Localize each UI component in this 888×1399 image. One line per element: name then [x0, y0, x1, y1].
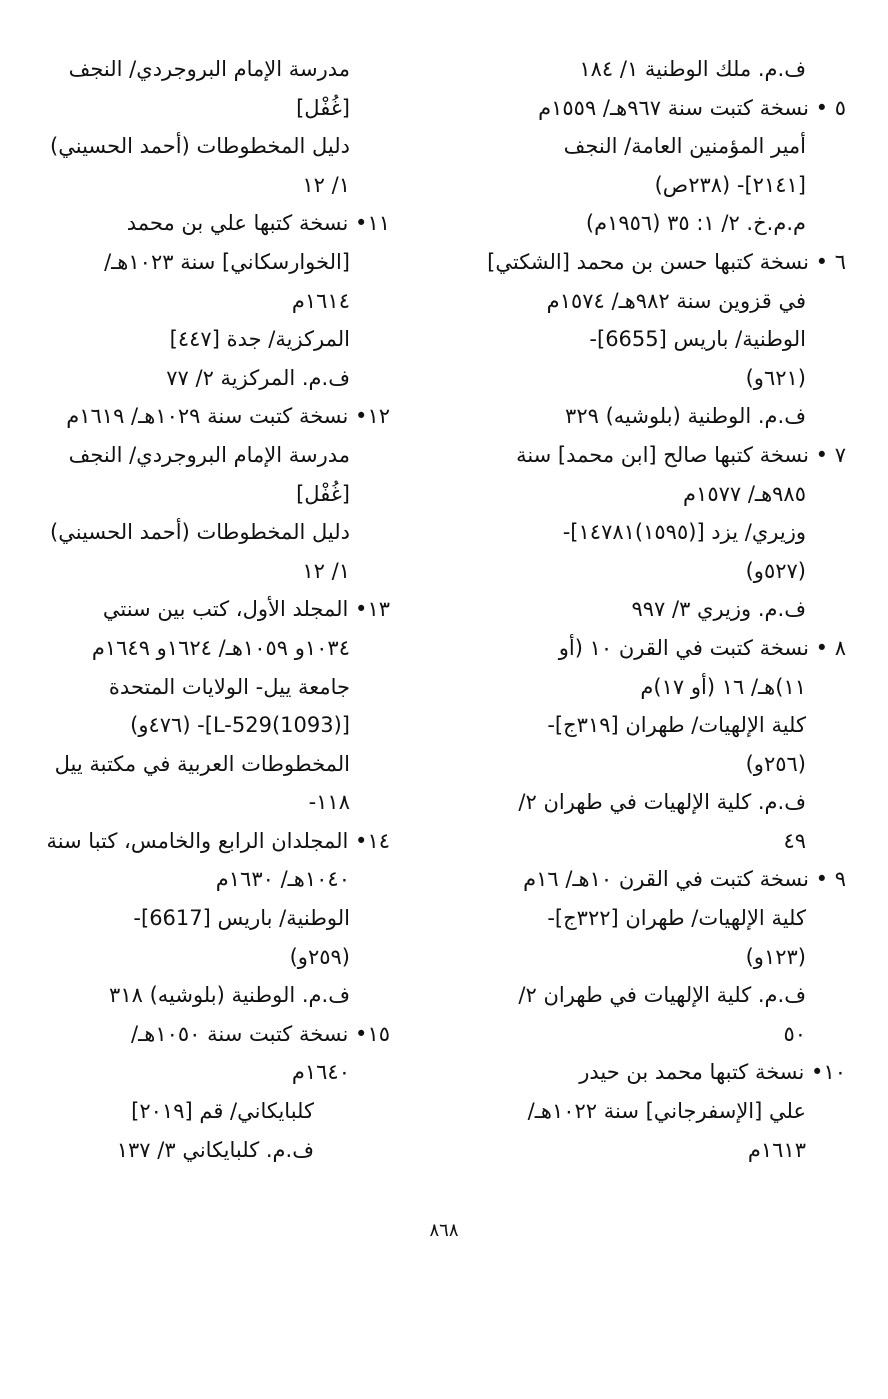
entry-line: ف.م. كلية الإلهيات في طهران ٢/: [518, 983, 806, 1008]
entry-line: ١١٨-: [308, 790, 350, 815]
entry-line: ف.م. وزيري ٣/ ٩٩٧: [631, 597, 806, 622]
entry-line: ف.م. المركزية ٢/ ٧٧: [166, 365, 350, 390]
entry-line: [غُفْل]: [296, 481, 350, 506]
entry-line: المركزية/ جدة [٤٤٧]: [169, 327, 350, 352]
entry-line: دليل المخطوطات (أحمد الحسيني): [50, 134, 350, 159]
entry-line: ١/ ١٢: [302, 558, 350, 583]
entry-line: م.م.خ. ٢/ ١: ٣٥ (١٩٥٦م): [585, 211, 806, 236]
entry-line: (١٢٣و): [745, 944, 806, 969]
right-column: [468, 50, 846, 1169]
entry-heading-line: ٥ • نسخة كتبت سنة ٩٦٧هـ/ ١٥٥٩م: [538, 95, 846, 120]
left-column: [44, 50, 390, 1169]
entry-line: (٥٢٧و): [745, 558, 806, 583]
entry-heading-line: ١٤• المجلدان الرابع والخامس، كتبا سنة: [46, 828, 390, 853]
entry-line: أمير المؤمنين العامة/ النجف: [563, 134, 806, 159]
entry-line: [٢١٤١]- (٢٣٨ص): [654, 172, 806, 197]
entry-line: مدرسة الإمام البروجردي/ النجف: [68, 57, 350, 81]
entry-heading-line: ٧ • نسخة كتبها صالح [ابن محمد] سنة: [516, 442, 846, 467]
entry-line: في قزوين سنة ٩٨٢هـ/ ١٥٧٤م: [546, 288, 806, 313]
entry-heading-line: ٨ • نسخة كتبت في القرن ١٠ (أو: [558, 635, 846, 660]
entry-line: علي [الإسفرجاني] سنة ١٠٢٢هـ/: [527, 1099, 806, 1124]
entry-line: (٢٥٦و): [745, 751, 806, 776]
entry-line: ف.م. ملك الوطنية ١/ ١٨٤: [579, 57, 806, 81]
entry-line: مدرسة الإمام البروجردي/ النجف: [68, 442, 350, 467]
entry-line: وزيري/ يزد [(١٥٩٥)١٤٧٨١]-: [562, 520, 806, 545]
entry-heading-line: ١٠• نسخة كتبها محمد بن حيدر: [579, 1060, 846, 1085]
entry-line: الوطنية/ باريس [6617]-: [133, 906, 350, 931]
entry-heading-line: ١٢• نسخة كتبت سنة ١٠٢٩هـ/ ١٦١٩م: [66, 404, 390, 429]
entry-line: ف.م. الوطنية (بلوشيه) ٣٢٩: [565, 404, 806, 429]
entry-line: كلبايكاني/ قم [٢٠١٩]: [131, 1099, 314, 1124]
entry-line: (٦٢١و): [745, 365, 806, 390]
entry-line: ف.م. كلبايكاني ٣/ ١٣٧: [116, 1137, 314, 1162]
entry-line: ٤٩: [783, 828, 806, 853]
entry-line: ف.م. كلية الإلهيات في طهران ٢/: [518, 790, 806, 815]
entry-line: جامعة ييل- الولايات المتحدة: [108, 674, 350, 699]
entry-heading-line: ٦ • نسخة كتبها حسن بن محمد [الشكتي]: [487, 249, 846, 274]
entry-heading-line: ١٣• المجلد الأول، كتب بين سنتي: [102, 597, 390, 622]
entry-line: [(1093)L-529]- (٤٧٦و): [130, 713, 350, 738]
entry-line: ٥٠: [783, 1021, 806, 1046]
entry-line: ١٦١٤م: [291, 288, 350, 313]
entry-line: ٩٨٥هـ/ ١٥٧٧م: [683, 481, 806, 506]
entry-heading-line: ١١• نسخة كتبها علي بن محمد: [126, 211, 390, 236]
entry-line: (٢٥٩و): [289, 944, 350, 969]
entry-line: كلية الإلهيات/ طهران [٣٢٢ج]-: [547, 906, 806, 931]
entry-line: كلية الإلهيات/ طهران [٣١٩ج]-: [547, 713, 806, 738]
entry-line: ١/ ١٢: [302, 172, 350, 197]
entry-heading-line: ٩ • نسخة كتبت في القرن ١٠هـ/ ١٦م: [523, 867, 846, 892]
entry-line: ١٦١٣م: [747, 1137, 806, 1162]
entry-line: [غُفْل]: [296, 95, 350, 120]
entry-line: المخطوطات العربية في مكتبة ييل: [54, 751, 350, 776]
entry-line: ١٠٤٠هـ/ ١٦٣٠م: [215, 867, 350, 892]
entry-line: ١٦٤٠م: [291, 1060, 350, 1085]
entry-line: ١٠٣٤و ١٠٥٩هـ/ ١٦٢٤و ١٦٤٩م: [91, 635, 350, 660]
entry-line: ١١)هـ/ ١٦ (أو ١٧)م: [640, 674, 806, 699]
entry-heading-line: ١٥• نسخة كتبت سنة ١٠٥٠هـ/: [131, 1021, 390, 1046]
page-number: ٨٦٨: [429, 1220, 459, 1241]
entry-line: [الخوارسكاني] سنة ١٠٢٣هـ/: [104, 249, 350, 274]
entry-line: الوطنية/ باريس [6655]-: [589, 327, 806, 352]
entry-line: دليل المخطوطات (أحمد الحسيني): [50, 520, 350, 545]
entry-line: ف.م. الوطنية (بلوشيه) ٣١٨: [109, 983, 350, 1008]
